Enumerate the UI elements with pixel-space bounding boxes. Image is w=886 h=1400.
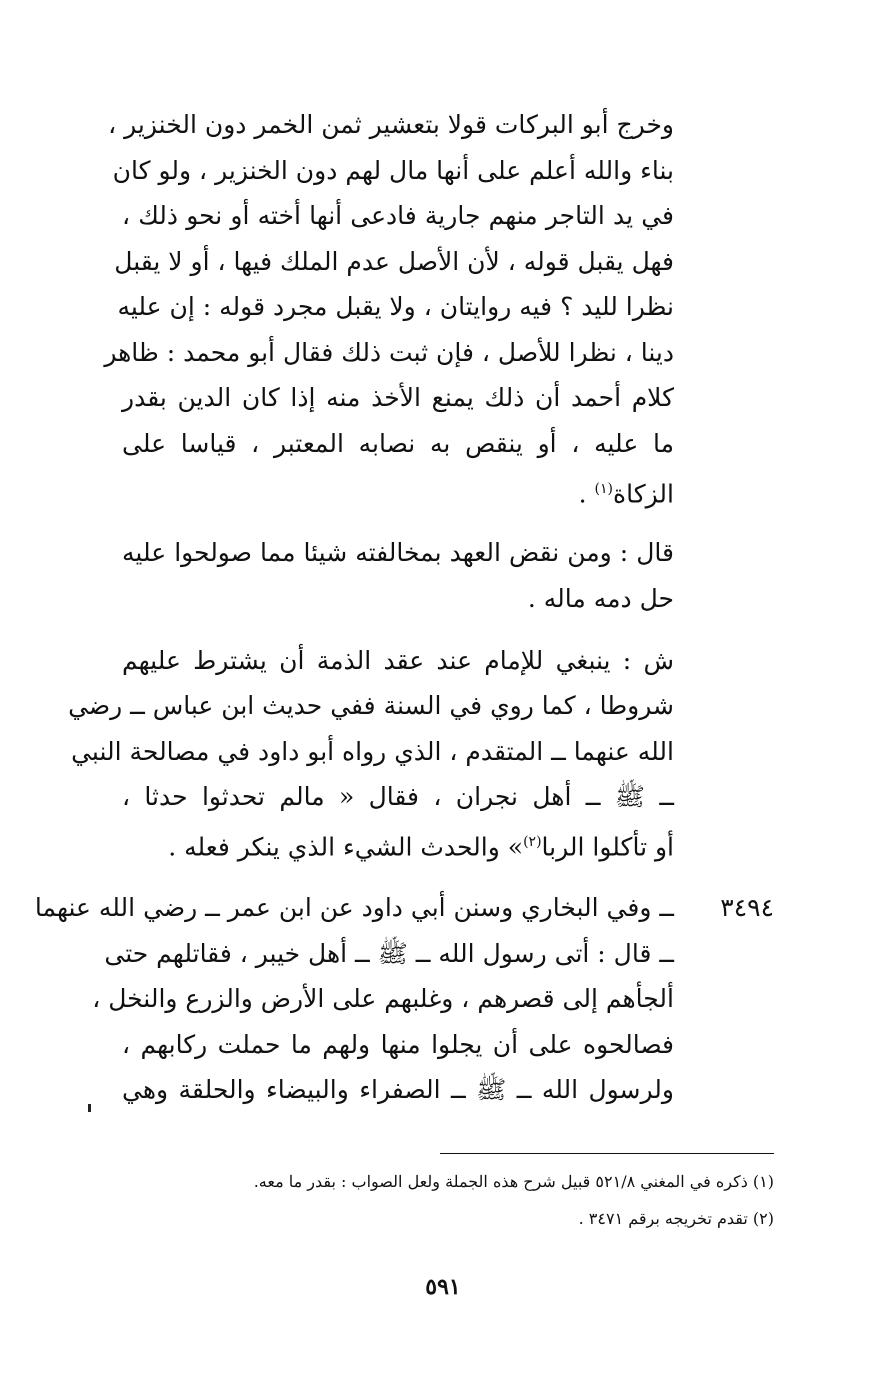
footnote-ref-1: (١) (594, 481, 614, 497)
page-number: ٥٩١ (425, 1274, 461, 1300)
text-line: الله عنهما ــ المتقدم ، الذي رواه أبو داود في مصالحة النبي (71, 737, 674, 766)
text-line: ــ قال : أتى رسول الله ــ ﷺ ــ أهل خيبر ، فقاتلهم حتى (104, 939, 674, 968)
line-text: الزكاة (613, 479, 674, 509)
text-line: ــ ﷺ ــ أهل نجران ، فقال « مالم تحدثوا حدثا ، (122, 782, 674, 811)
footnote-1: (١) ذكره في المغني ٥٢١/٨ قبيل شرح هذه الجملة ولعل الصواب : بقدر ما معه. (253, 1172, 774, 1191)
hadith-number: ٣٤٩٤ (720, 893, 774, 922)
margin-mark (88, 1104, 91, 1112)
text-line: وخرج أبو البركات قولا بتعشير ثمن الخمر دون الخنزير ، (108, 110, 674, 139)
text-line: قال : ومن نقض العهد بمخالفته شيئا مما صولحوا عليه (122, 538, 674, 567)
text-line: ما عليه ، أو ينقص به نصابه المعتبر ، قياسا على (122, 429, 674, 458)
text-line: بناء والله أعلم على أنها مال لهم دون الخنزير ، ولو كان (112, 156, 674, 185)
text-line: نظرا لليد ؟ فيه روايتان ، ولا يقبل مجرد قوله : إن عليه (117, 292, 674, 321)
text-line: شروطا ، كما روي في السنة ففي حديث ابن عباس ــ رضي (68, 691, 674, 720)
text-line: كلام أحمد أن ذلك يمنع الأخذ منه إذا كان الدين بقدر (122, 383, 674, 412)
text-line-with-footnote-ref (122, 474, 674, 509)
text-line: فهل يقبل قوله ، لأن الأصل عدم الملك فيها ، أو لا يقبل (114, 247, 674, 276)
text-line: فصالحوه على أن يجلوا منها ولهم ما حملت ركابهم ، (122, 1030, 674, 1059)
text-line: دينا ، نظرا للأصل ، فإن ثبت ذلك فقال أبو محمد : ظاهر (104, 338, 674, 367)
text-line: ــ وفي البخاري وسنن أبي داود عن ابن عمر ــ رضي الله عنهما (34, 893, 674, 922)
text-line: حل دمه ماله . (527, 584, 674, 613)
text-line: ش : ينبغي للإمام عند عقد الذمة أن يشترط عليهم (122, 646, 674, 675)
footnote-2: (٢) تقدم تخريجه برقم ٣٤٧١ . (578, 1209, 774, 1228)
text-line: ولرسول الله ــ ﷺ ــ الصفراء والبيضاء والحلقة وهي (122, 1075, 674, 1104)
footnote-ref-2: (٢) (523, 834, 542, 850)
text-line: في يد التاجر منهم جارية فادعى أنها أخته أو نحو ذلك ، (122, 201, 674, 230)
footnote-divider (440, 1153, 774, 1154)
line-text: أو تأكلوا الربا (541, 832, 674, 862)
text-line: ألجأهم إلى قصرهم ، وغلبهم على الأرض والزرع والنخل ، (92, 984, 674, 1013)
text-line-with-footnote-ref (122, 827, 674, 862)
line-tail: . (578, 479, 595, 509)
line-tail: » والحدث الشيء الذي ينكر فعله . (168, 832, 524, 862)
